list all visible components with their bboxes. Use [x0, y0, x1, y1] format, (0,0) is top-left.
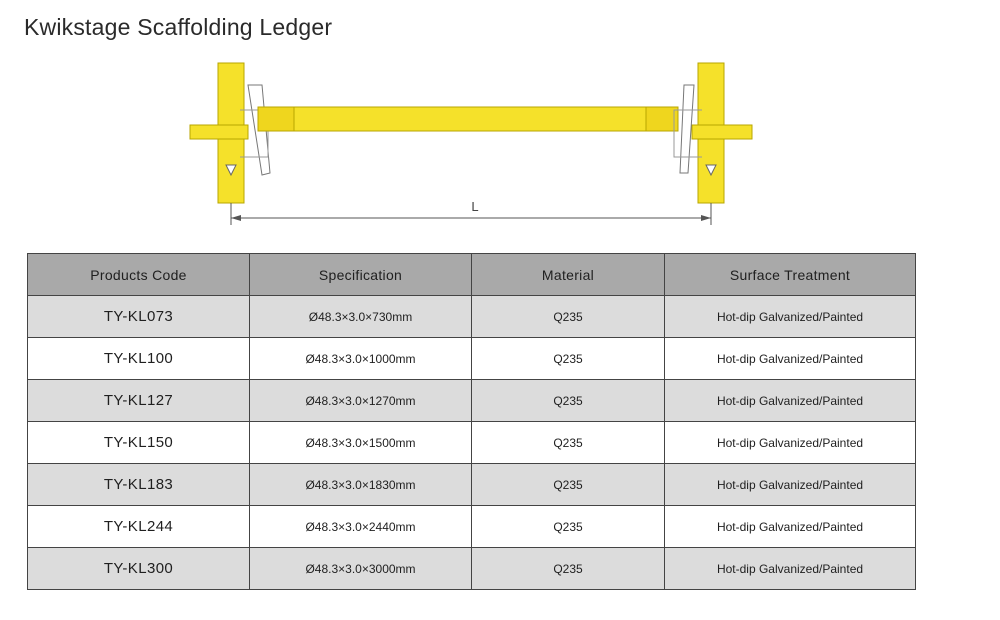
material: Q235	[472, 380, 665, 422]
table-row	[28, 296, 916, 338]
table-row	[28, 548, 916, 590]
dimension-arrow-right	[701, 215, 711, 221]
ledger-end-left	[258, 107, 294, 131]
header-surface-treatment: Surface Treatment	[665, 254, 916, 296]
spec-table	[27, 253, 916, 590]
material: Q235	[472, 506, 665, 548]
table-row	[28, 464, 916, 506]
dimension-arrow-left	[231, 215, 241, 221]
product-code: TY-KL150	[28, 422, 250, 464]
left-stub	[190, 125, 248, 139]
material: Q235	[472, 422, 665, 464]
dimension-label: L	[471, 199, 479, 214]
material: Q235	[472, 464, 665, 506]
product-code: TY-KL183	[28, 464, 250, 506]
page-title: Kwikstage Scaffolding Ledger	[24, 14, 333, 40]
product-code: TY-KL127	[28, 380, 250, 422]
ledger-tube	[258, 107, 678, 131]
specification: Ø48.3×3.0×1500mm	[250, 422, 472, 464]
header-material: Material	[472, 254, 665, 296]
material: Q235	[472, 296, 665, 338]
specification: Ø48.3×3.0×1000mm	[250, 338, 472, 380]
surface-treatment: Hot-dip Galvanized/Painted	[665, 548, 916, 590]
surface-treatment: Hot-dip Galvanized/Painted	[665, 422, 916, 464]
surface-treatment: Hot-dip Galvanized/Painted	[665, 464, 916, 506]
header-specification: Specification	[250, 254, 472, 296]
table-row	[28, 338, 916, 380]
table-header-row	[28, 254, 916, 296]
product-code: TY-KL244	[28, 506, 250, 548]
surface-treatment: Hot-dip Galvanized/Painted	[665, 338, 916, 380]
specification: Ø48.3×3.0×1830mm	[250, 464, 472, 506]
table-row	[28, 506, 916, 548]
surface-treatment: Hot-dip Galvanized/Painted	[665, 296, 916, 338]
product-code: TY-KL300	[28, 548, 250, 590]
product-code: TY-KL100	[28, 338, 250, 380]
header-products-code: Products Code	[28, 254, 250, 296]
specification: Ø48.3×3.0×730mm	[250, 296, 472, 338]
product-code: TY-KL073	[28, 296, 250, 338]
table-row	[28, 422, 916, 464]
ledger-diagram	[0, 55, 1000, 230]
specification: Ø48.3×3.0×2440mm	[250, 506, 472, 548]
material: Q235	[472, 338, 665, 380]
surface-treatment: Hot-dip Galvanized/Painted	[665, 380, 916, 422]
specification: Ø48.3×3.0×3000mm	[250, 548, 472, 590]
ledger-end-right	[646, 107, 678, 131]
material: Q235	[472, 548, 665, 590]
specification: Ø48.3×3.0×1270mm	[250, 380, 472, 422]
table-row	[28, 380, 916, 422]
right-stub	[692, 125, 752, 139]
surface-treatment: Hot-dip Galvanized/Painted	[665, 506, 916, 548]
